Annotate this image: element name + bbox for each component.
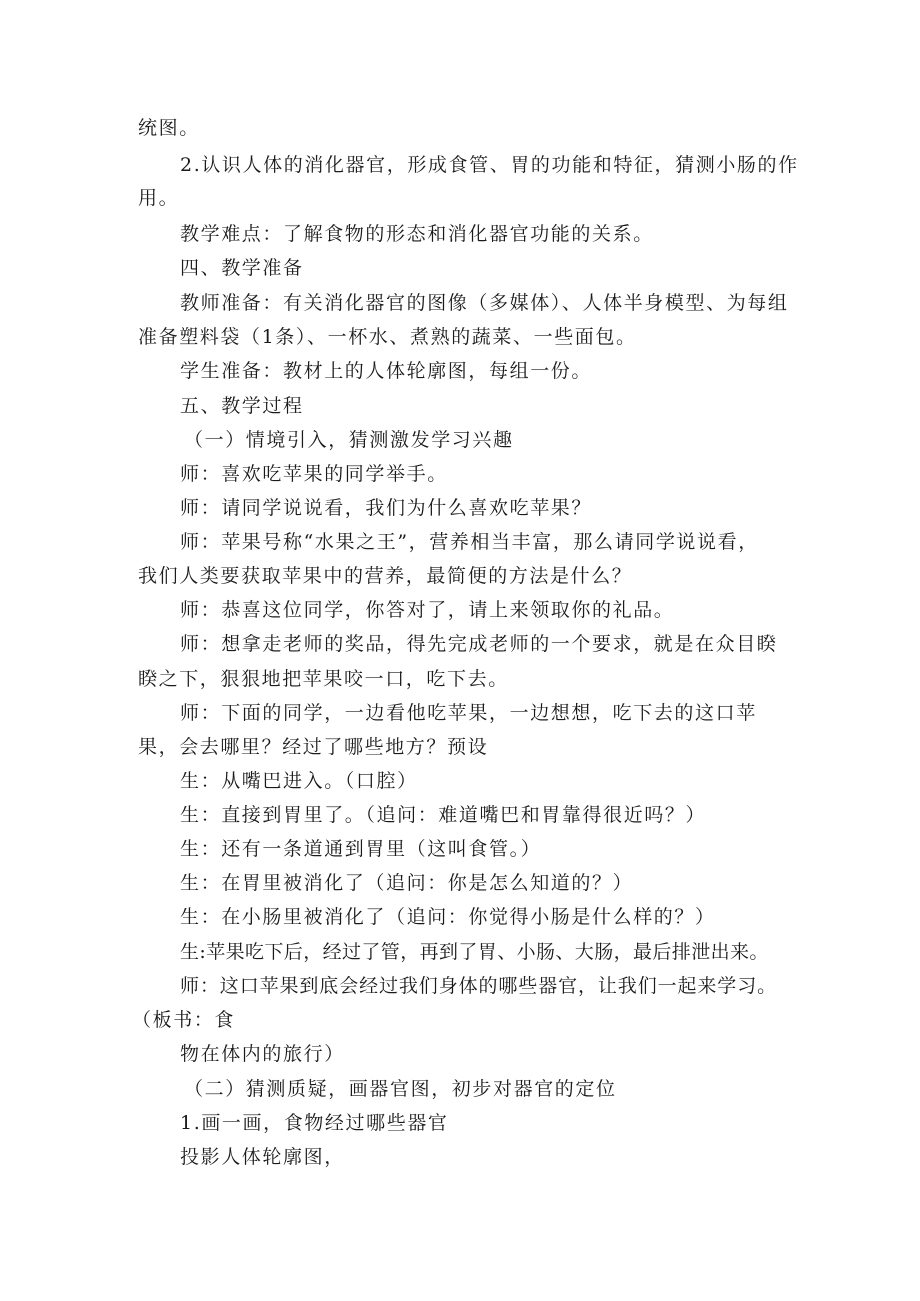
section-heading: 五、教学过程 [180, 395, 304, 417]
text-line: 生:苹果吃下后，经过了管，再到了胃、小肠、大肠，最后排泄出来。 [180, 941, 769, 963]
text-line: 统图。 [138, 117, 200, 139]
text-line: 投影人体轮廓图， [180, 1146, 345, 1168]
text-line: 教师准备：有关消化器官的图像（多媒体）、人体半身模型、为每组 [180, 292, 789, 314]
text-line: 物在体内的旅行） [180, 1043, 345, 1065]
text-line: 教学难点：了解食物的形态和消化器官功能的关系。 [180, 223, 654, 245]
subsection-heading: （一）情境引入，猜测激发学习兴趣 [184, 429, 514, 451]
text-line: 师：这口苹果到底会经过我们身体的哪些器官，让我们一起来学习。 [180, 975, 778, 997]
text-line: 生：还有一条道通到胃里（这叫食管。） [180, 838, 542, 860]
text-line: 1.画一画，食物经过哪些器官 [180, 1112, 449, 1134]
text-line: 生：在胃里被消化了（追问：你是怎么知道的？） [180, 872, 634, 894]
text-line: 果，会去哪里？经过了哪些地方？预设 [138, 736, 489, 758]
section-heading: 四、教学准备 [180, 257, 304, 279]
text-line: 学生准备：教材上的人体轮廓图，每组一份。 [180, 360, 593, 382]
text-line: 师：苹果号称“水果之王”，营养相当丰富，那么请同学说说看， [180, 531, 759, 553]
text-line: 用。 [138, 187, 180, 209]
subsection-heading: （二）猜测质疑，画器官图，初步对器官的定位 [184, 1078, 617, 1100]
text-line: 生：在小肠里被消化了（追问：你觉得小肠是什么样的？） [180, 906, 716, 928]
text-line: （板书：食 [132, 1009, 236, 1031]
text-line: 生：直接到胃里了。（追问：难道嘴巴和胃靠得很近吗？） [180, 804, 707, 826]
text-line: 师：下面的同学，一边看他吃苹果，一边想想，吃下去的这口苹 [180, 702, 757, 724]
text-line: 睽之下，狠狠地把苹果咬一口，吃下去。 [138, 668, 509, 690]
text-line: 师：喜欢吃苹果的同学举手。 [180, 463, 448, 485]
text-line: 师：请同学说说看，我们为什么喜欢吃苹果？ [180, 497, 593, 519]
text-line: 师：恭喜这位同学，你答对了，请上来领取你的礼品。 [180, 599, 675, 621]
text-line: 师：想拿走老师的奖品，得先完成老师的一个要求，就是在众目睽 [180, 633, 778, 655]
text-line: 2.认识人体的消化器官，形成食管、胃的功能和特征，猜测小肠的作 [180, 154, 799, 176]
text-line: 生：从嘴巴进入。（口腔） [180, 770, 418, 792]
text-line: 我们人类要获取苹果中的营养，最简便的方法是什么？ [138, 565, 633, 587]
text-line: 准备塑料袋（1条）、一杯水、煮熟的蔬菜、一些面包。 [138, 326, 637, 348]
